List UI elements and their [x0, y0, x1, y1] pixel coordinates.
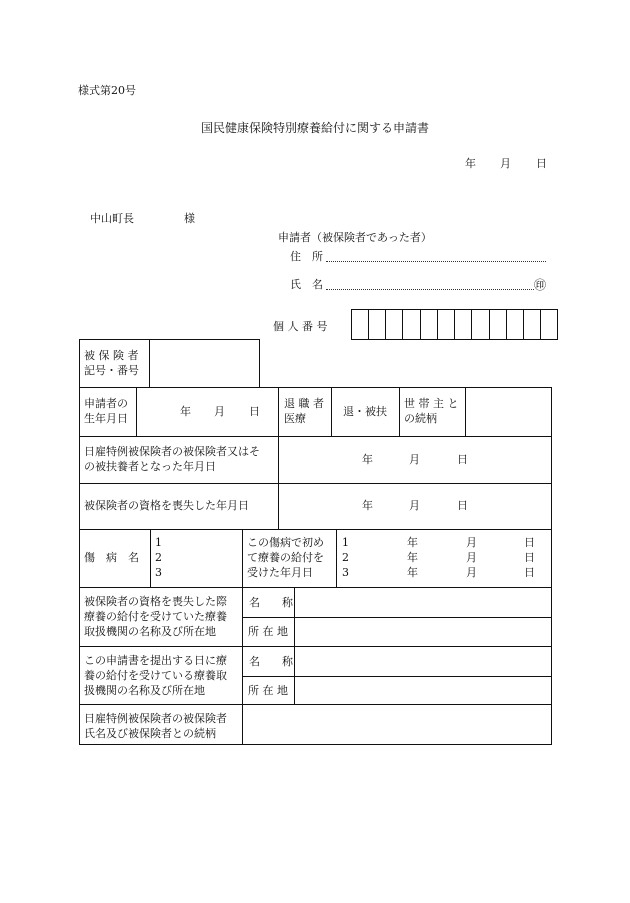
- first-care-label-1: この傷病で初め: [247, 536, 324, 549]
- lost-label: 被保険者の資格を喪失した年月日: [84, 499, 249, 512]
- first-care-month-3: 月: [466, 566, 477, 579]
- head-label-2: の続柄: [404, 412, 437, 425]
- lost-day-label: 日: [457, 499, 468, 512]
- first-care-item-3: 3: [342, 566, 349, 579]
- address-label: 住 所: [290, 250, 323, 263]
- retire-label-2: 医療: [284, 412, 306, 425]
- name-input-line[interactable]: [326, 289, 534, 290]
- applicant-heading: 申請者（被保険者であった者）: [278, 231, 432, 244]
- first-care-year-2: 年: [407, 551, 418, 564]
- name-label: 氏 名: [290, 278, 323, 291]
- cur-facility-location-label: 所 在 地: [248, 684, 288, 697]
- lost-year-label: 年: [362, 499, 373, 512]
- retire-label-1: 退 職 者: [284, 397, 324, 410]
- first-care-month-2: 月: [466, 551, 477, 564]
- first-care-day-3: 日: [524, 566, 535, 579]
- first-care-day-2: 日: [524, 551, 535, 564]
- prev-facility-label-1: 被保険者の資格を喪失した際: [84, 595, 227, 608]
- cur-facility-label-2: 養の給付を受けている療養取: [84, 669, 227, 682]
- injury-label: 傷 病 名: [84, 551, 139, 564]
- form-title: 国民健康保険特別療養給付に関する申請書: [201, 121, 430, 135]
- first-care-month-1: 月: [466, 536, 477, 549]
- dayworker-day-label: 日: [457, 453, 468, 466]
- prev-facility-label-3: 取扱機関の名称及び所在地: [84, 625, 216, 638]
- prev-facility-label-2: 療養の給付を受けていた療養: [84, 610, 227, 623]
- first-care-year-1: 年: [407, 536, 418, 549]
- insured-number-label-1: 被 保 険 者: [84, 349, 139, 362]
- prev-facility-location-input[interactable]: [295, 618, 551, 645]
- birth-month-label: 月: [214, 405, 225, 418]
- addressee-honorific: 様: [184, 212, 195, 225]
- first-care-day-1: 日: [524, 536, 535, 549]
- first-care-label-3: 受けた年月日: [247, 566, 313, 579]
- cur-facility-name-input[interactable]: [295, 647, 551, 675]
- dayworker-month-label: 月: [409, 453, 420, 466]
- birth-label-1: 申請者の: [84, 397, 128, 410]
- first-care-item-1: 1: [342, 536, 349, 549]
- injury-item-3: 3: [155, 566, 162, 579]
- cur-facility-name-label: 名 称: [249, 655, 293, 668]
- insured-number-label-2: 記号・番号: [84, 364, 139, 377]
- address-input-line[interactable]: [326, 261, 546, 262]
- first-care-label-2: て療養の給付を: [247, 551, 324, 564]
- relationship-input[interactable]: [466, 388, 551, 435]
- prev-facility-name-label: 名 称: [249, 596, 293, 609]
- dayworker-label-2: の被扶養者となった年月日: [84, 460, 216, 473]
- first-care-year-3: 年: [407, 566, 418, 579]
- birth-label-2: 生年月日: [84, 412, 128, 425]
- head-label-1: 世 帯 主 と: [404, 397, 459, 410]
- insured-number-input[interactable]: [150, 340, 259, 387]
- prev-facility-location-label: 所 在 地: [248, 625, 288, 638]
- insured-name-label-2: 氏名及び被保険者との続柄: [84, 727, 216, 740]
- cur-facility-label-1: この申請書を提出する日に療: [84, 654, 227, 667]
- birth-day-label: 日: [249, 405, 260, 418]
- date-month-label: 月: [500, 157, 511, 170]
- individual-number-label: 個 人 番 号: [273, 320, 328, 333]
- injury-item-2: 2: [155, 551, 162, 564]
- seal-icon: ㊞: [534, 278, 547, 292]
- lost-month-label: 月: [409, 499, 420, 512]
- dayworker-year-label: 年: [362, 453, 373, 466]
- dayworker-label-1: 日雇特例被保険者の被保険者又はそ: [84, 445, 260, 458]
- injury-item-1: 1: [155, 536, 162, 549]
- cur-facility-location-input[interactable]: [295, 677, 551, 703]
- first-care-item-2: 2: [342, 551, 349, 564]
- retire-value[interactable]: 退・被扶: [343, 405, 387, 418]
- date-day-label: 日: [536, 157, 547, 170]
- insured-name-input[interactable]: [243, 705, 551, 744]
- birth-year-label: 年: [180, 405, 191, 418]
- insured-name-label-1: 日雇特例被保険者の被保険者: [84, 712, 227, 725]
- cur-facility-label-3: 扱機関の名称及び所在地: [84, 684, 205, 697]
- date-year-label: 年: [465, 157, 476, 170]
- form-number: 様式第20号: [78, 84, 136, 97]
- addressee-name: 中山町長: [90, 212, 134, 225]
- prev-facility-name-input[interactable]: [295, 588, 551, 616]
